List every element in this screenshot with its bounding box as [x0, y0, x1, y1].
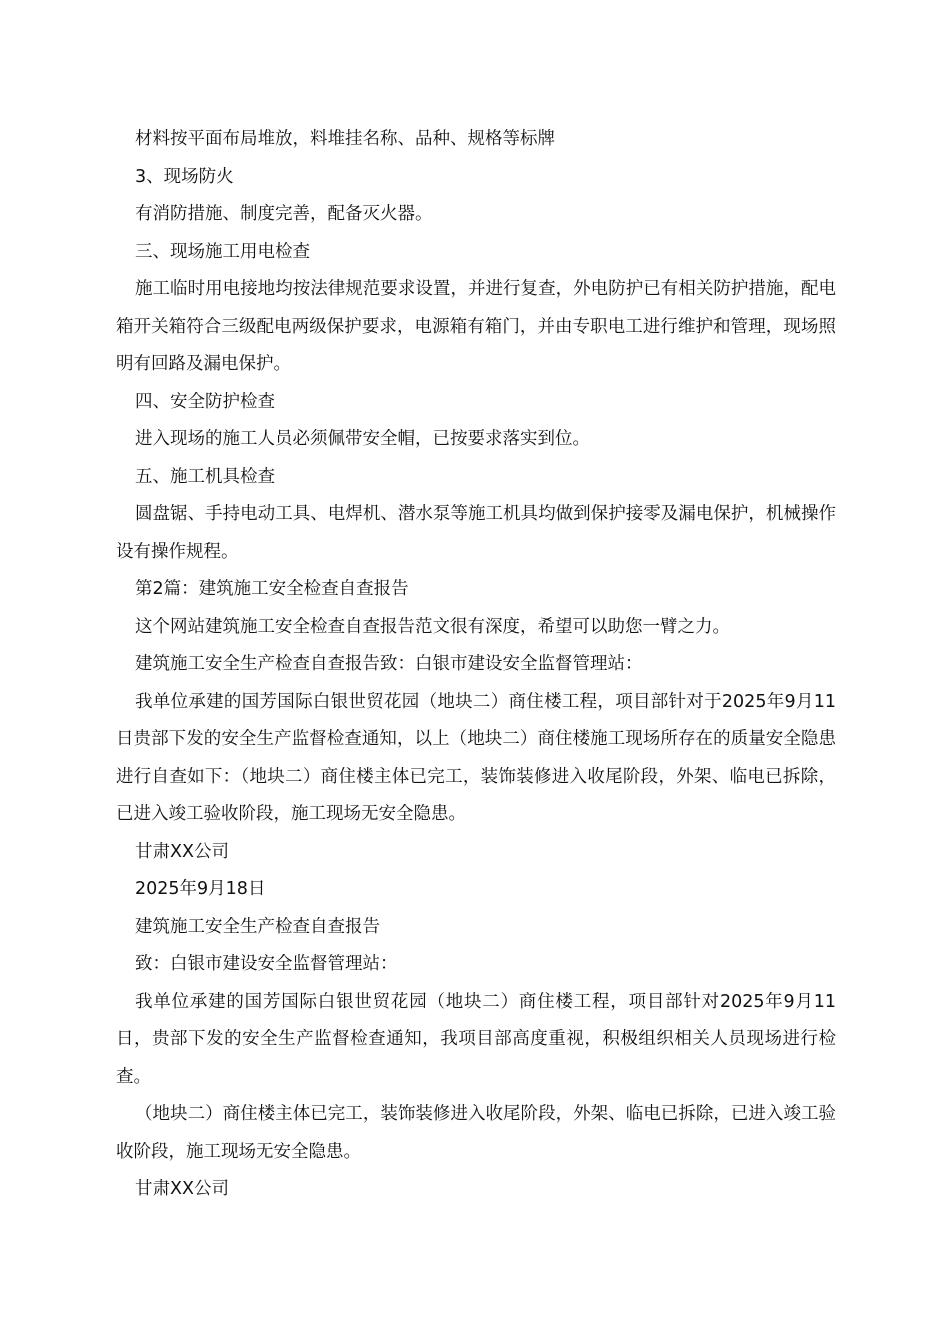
paragraph-electricity: 施工临时用电接地均按法律规范要求设置，并进行复查，外电防护已有相关防护措施，配电箱开关箱符合三级配电两级保护要求，电源箱有箱门，并由专职电工进行维护和管理，现场照明有回路及漏电保护。: [116, 279, 836, 374]
signature-company-1: 甘肃XX公司: [135, 841, 229, 862]
report-title: 建筑施工安全生产检查自查报告: [135, 916, 380, 937]
heading-safety-protection: 四、安全防护检查: [135, 391, 275, 412]
heading-article-2: 第2篇：建筑施工安全检查自查报告: [135, 579, 409, 599]
heading-electricity-check: 三、现场施工用电检查: [135, 241, 310, 262]
paragraph-report-addressee: 建筑施工安全生产检查自查报告致：白银市建设安全监督管理站：: [135, 654, 643, 674]
signature-company-2: 甘肃XX公司: [135, 1179, 229, 1199]
paragraph-site-intro: 这个网站建筑施工安全检查自查报告范文很有深度，希望可以助您一臂之力。: [135, 616, 730, 637]
paragraph-report-body-1: 我单位承建的国芳国际白银世贸花园（地块二）商住楼工程，项目部针对于2025年9月11日贵部下发的安全生产监督检查通知，以上（地块二）商住楼施工现场所存在的质量安全隐患进行自查如下：（地块二）商住楼主体已完工，装饰装修进入收尾阶段，外架、临电已拆除，已进入竣工验收阶段，施工现场无安全隐患。: [116, 691, 836, 824]
signature-date: 2025年9月18日: [135, 879, 266, 899]
heading-machinery-check: 五、施工机具检查: [135, 466, 275, 487]
paragraph-safety-helmet: 进入现场的施工人员必须佩带安全帽，已按要求落实到位。: [135, 429, 590, 449]
report-addressee: 致：白银市建设安全监督管理站：: [135, 954, 398, 974]
paragraph-material-stacking: 材料按平面布局堆放，料堆挂名称、品种、规格等标牌: [135, 129, 555, 149]
paragraph-report-body-2: 我单位承建的国芳国际白银世贸花园（地块二）商住楼工程，项目部针对2025年9月11日，贵部下发的安全生产监督检查通知，我项目部高度重视，积极组织相关人员现场进行检查。: [116, 991, 836, 1087]
paragraph-fire-measures: 有消防措施、制度完善，配备灭火器。: [135, 204, 433, 224]
heading-fire-prevention: 3、现场防火: [135, 166, 234, 187]
document-body: [116, 121, 836, 1209]
paragraph-machinery: 圆盘锯、手持电动工具、电焊机、潜水泵等施工机具均做到保护接零及漏电保护，机械操作设有操作规程。: [116, 504, 836, 562]
paragraph-report-body-3: （地块二）商住楼主体已完工，装饰装修进入收尾阶段，外架、临电已拆除，已进入竣工验收阶段，施工现场无安全隐患。: [116, 1104, 836, 1162]
